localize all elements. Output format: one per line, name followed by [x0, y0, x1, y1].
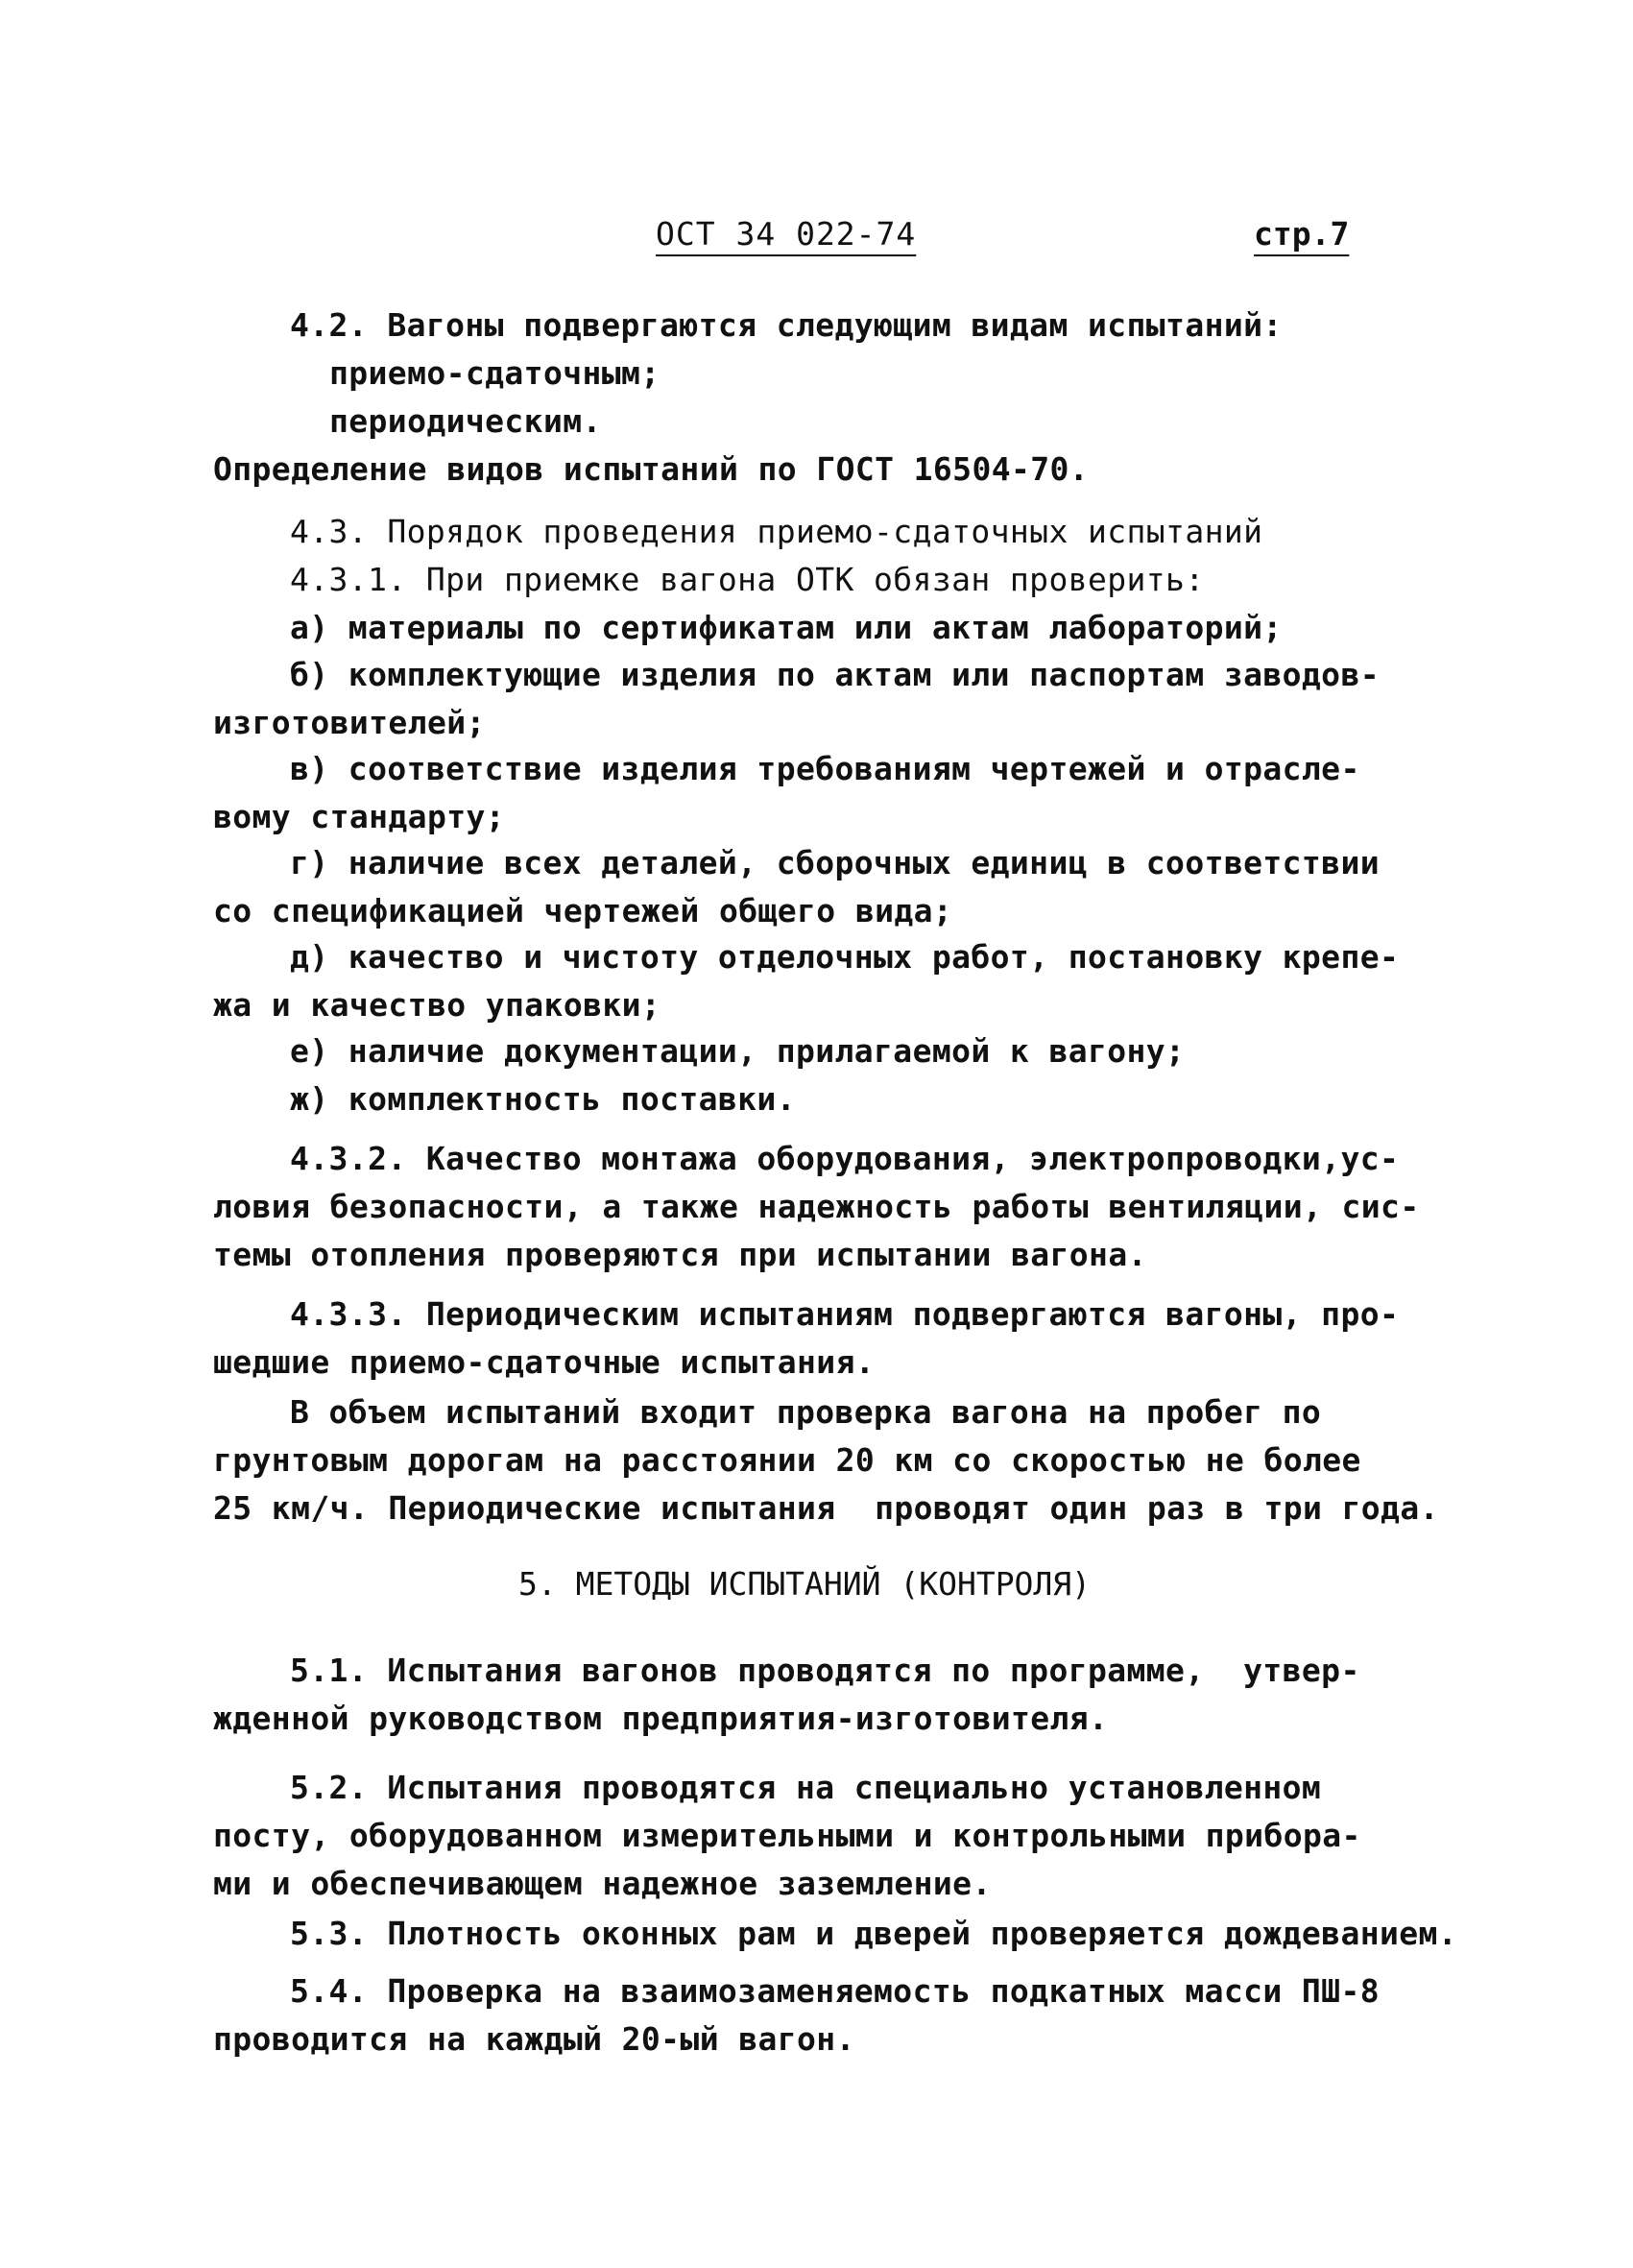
- text-line: В объем испытаний входит проверка вагона на пробег по: [290, 1393, 1322, 1431]
- text-line: в) соответствие изделия требованиям чертежей и отрасле-: [290, 750, 1360, 787]
- text-line: ловия безопасности, а также надежность работы вентиляции, сис-: [213, 1188, 1420, 1225]
- text-line: е) наличие документации, прилагаемой к вагону;: [290, 1032, 1186, 1070]
- section-heading: 5. МЕТОДЫ ИСПЫТАНИЙ (КОНТРОЛЯ): [518, 1565, 1092, 1603]
- text-line: д) качество и чистоту отделочных работ, постановку крепе-: [290, 938, 1400, 976]
- text-line: периодическим.: [329, 402, 602, 440]
- text-line: темы отопления проверяются при испытании вагона.: [213, 1236, 1147, 1273]
- page-number: стр.7: [1254, 215, 1350, 253]
- text-line: жа и качество упаковки;: [213, 986, 661, 1024]
- text-line: г) наличие всех деталей, сборочных единиц в соответствии: [290, 844, 1380, 881]
- text-line: грунтовым дорогам на расстоянии 20 км со скоростью не более: [213, 1441, 1361, 1479]
- text-line: проводится на каждый 20-ый вагон.: [213, 2020, 855, 2058]
- text-line: 25 км/ч. Периодические испытания проводят один раз в три года.: [213, 1489, 1439, 1527]
- text-line: вому стандарту;: [213, 798, 506, 835]
- document-code: ОСТ 34 022-74: [656, 215, 917, 253]
- text-line: б) комплектующие изделия по актам или паспортам заводов-: [290, 656, 1380, 693]
- text-line: Определение видов испытаний по ГОСТ 16504-70.: [213, 450, 1090, 488]
- text-line: 4.3.3. Периодическим испытаниям подвергаются вагоны, про-: [290, 1295, 1400, 1333]
- text-line: 5.4. Проверка на взаимозаменяемость подкатных масси ПШ-8: [290, 1972, 1380, 2010]
- text-line: изготовителей;: [213, 704, 486, 741]
- text-line: 4.3.2. Качество монтажа оборудования, электропроводки,ус-: [290, 1140, 1400, 1177]
- text-line: жденной руководством предприятия-изготовителя.: [213, 1700, 1109, 1737]
- text-line: со спецификацией чертежей общего вида;: [213, 892, 953, 929]
- text-line: приемо-сдаточным;: [329, 354, 660, 392]
- text-line: 5.2. Испытания проводятся на специально установленном: [290, 1769, 1322, 1806]
- text-line: а) материалы по сертификатам или актам лабораторий;: [290, 609, 1283, 646]
- text-line: ми и обеспечивающем надежное заземление.: [213, 1865, 992, 1902]
- text-line: 5.1. Испытания вагонов проводятся по программе, утвер-: [290, 1652, 1360, 1689]
- text-line: посту, оборудованном измерительными и контрольными прибора-: [213, 1817, 1361, 1854]
- text-line: 4.3.1. При приемке вагона ОТК обязан проверить:: [290, 561, 1205, 598]
- text-line: шедшие приемо-сдаточные испытания.: [213, 1343, 876, 1381]
- text-line: 4.2. Вагоны подвергаются следующим видам испытаний:: [290, 306, 1283, 344]
- text-line: ж) комплектность поставки.: [290, 1080, 796, 1118]
- text-line: 4.3. Порядок проведения приемо-сдаточных испытаний: [290, 513, 1263, 550]
- text-line: 5.3. Плотность оконных рам и дверей проверяется дождеванием.: [290, 1915, 1458, 1952]
